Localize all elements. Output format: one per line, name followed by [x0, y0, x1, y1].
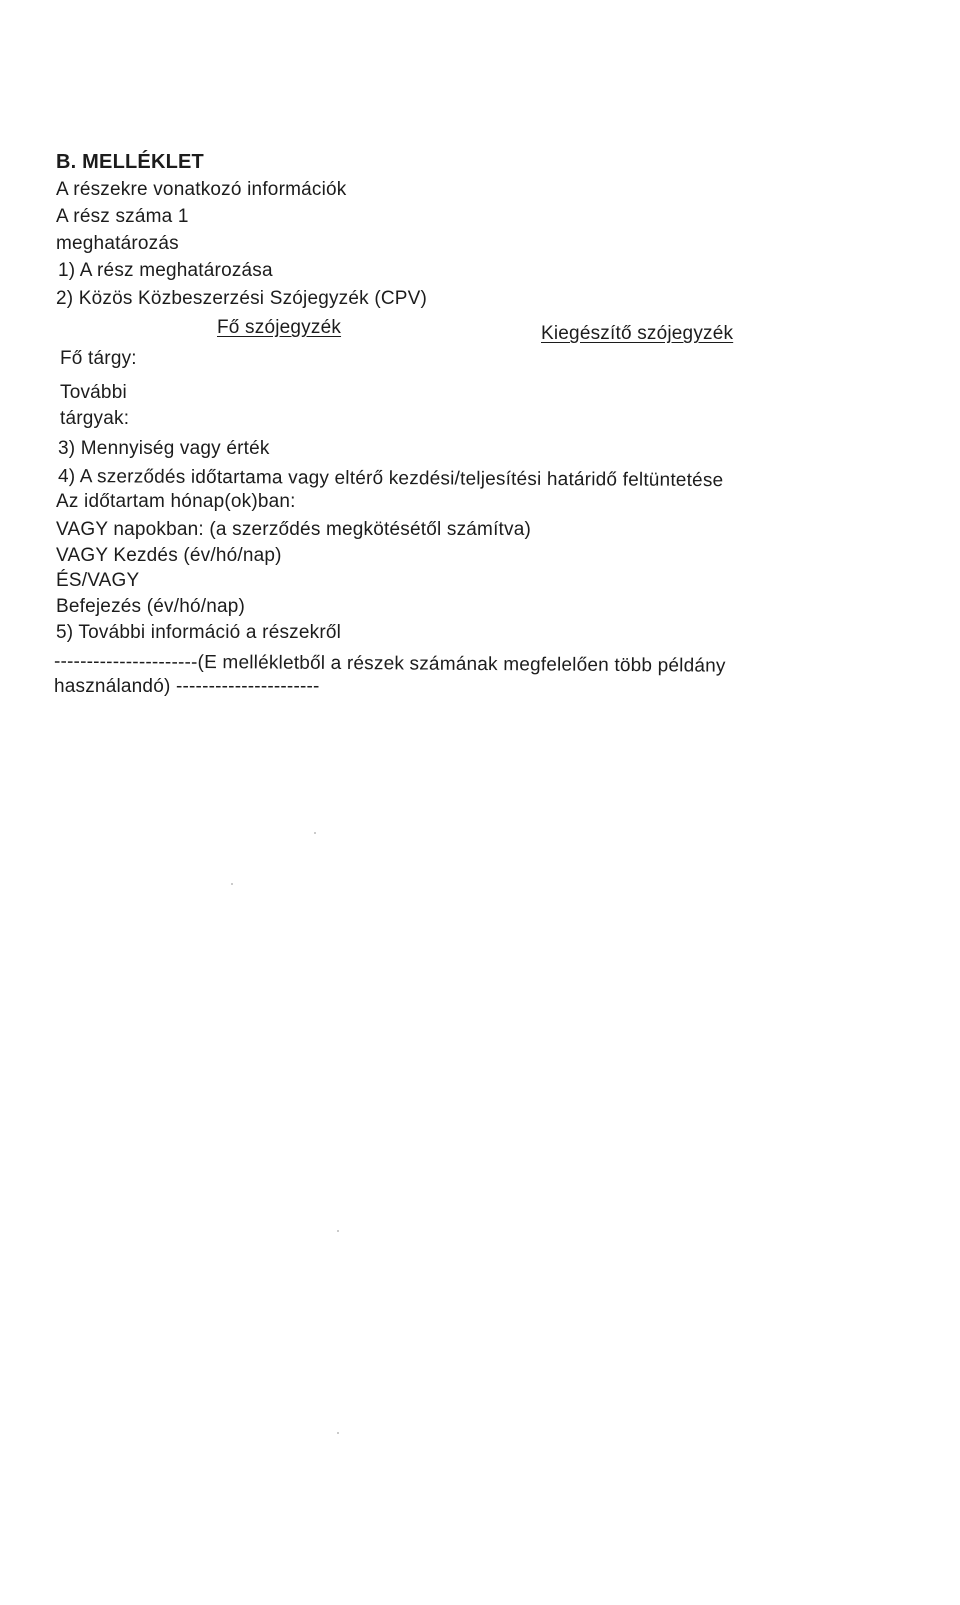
- scan-speck: [337, 1432, 339, 1434]
- annex-title-prefix: B.: [56, 151, 77, 173]
- item-1-definition: 1) A rész meghatározása: [58, 260, 273, 281]
- item-5-additional-info: 5) További információ a részekről: [56, 622, 342, 643]
- additional-objects-label-line-2: tárgyak:: [60, 408, 130, 429]
- scan-speck: [337, 1230, 339, 1232]
- main-vocabulary-header: Fő szójegyzék: [217, 317, 342, 338]
- additional-objects-label-line-1: További: [60, 382, 127, 403]
- main-object-label: Fő tárgy:: [60, 348, 137, 369]
- item-3-quantity: 3) Mennyiség vagy érték: [58, 438, 270, 459]
- definition-heading: meghatározás: [56, 233, 179, 254]
- footer-note-line-2: használandó) ----------------------: [54, 676, 320, 697]
- annex-title: [56, 150, 204, 174]
- item-4-duration: 4) A szerződés időtartama vagy eltérő kezdési/teljesítési határidő feltüntetése: [57, 466, 724, 492]
- and-or: ÉS/VAGY: [56, 570, 140, 591]
- footer-note-line-1: ----------------------(E mellékletből a részek számának megfelelően több példány: [53, 651, 726, 677]
- scan-speck: [231, 883, 233, 885]
- scan-speck: [314, 832, 316, 834]
- start-date: VAGY Kezdés (év/hó/nap): [56, 545, 282, 566]
- item-2-cpv: 2) Közös Közbeszerzési Szójegyzék (CPV): [56, 288, 428, 309]
- part-number-label: A rész száma 1: [56, 206, 189, 227]
- annex-subtitle: A részekre vonatkozó információk: [56, 179, 347, 200]
- end-date: Befejezés (év/hó/nap): [56, 596, 246, 617]
- duration-months: Az időtartam hónap(ok)ban:: [56, 491, 296, 512]
- annex-title-text: MELLÉKLET: [82, 151, 204, 173]
- duration-days: VAGY napokban: (a szerződés megkötésétől számítva): [56, 519, 532, 540]
- supplementary-vocabulary-header: Kiegészítő szójegyzék: [541, 323, 734, 344]
